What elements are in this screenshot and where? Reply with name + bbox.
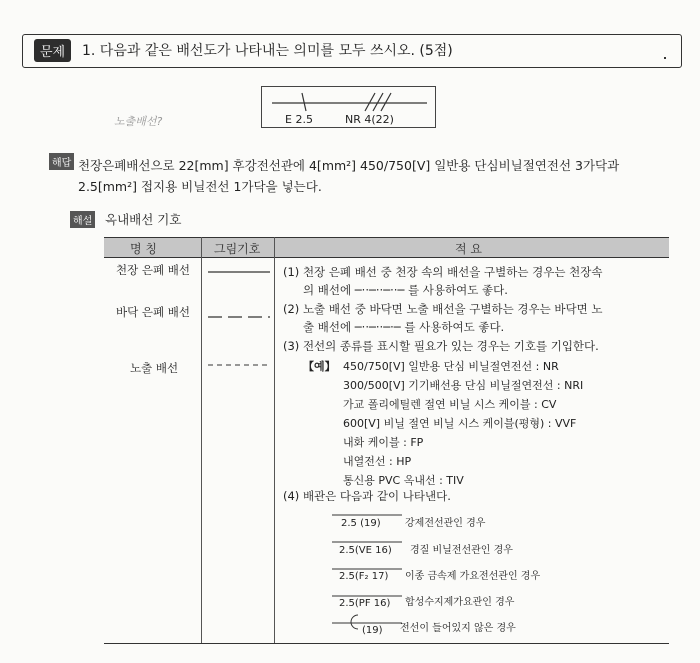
header-name: 명 칭 <box>130 242 157 256</box>
table-top-line <box>104 237 669 238</box>
pipe-code-4: 2.5(PF 16) <box>339 598 391 609</box>
handwritten-note: 노출배선? <box>114 115 163 128</box>
summary-item-1b: 의 배선에 ─··─··─··─ 를 사용하여도 좋다. <box>303 283 508 297</box>
example-2: 300/500[V] 기기배선용 단심 비닐절연전선 : NRI <box>343 379 584 392</box>
answer-badge: 해답 <box>49 153 74 170</box>
symbol-lines <box>206 262 272 372</box>
header-symbol: 그림기호 <box>214 242 261 256</box>
summary-item-1a: (1) 천장 은폐 배선 중 천장 속의 배선을 구별하는 경우는 천장속 <box>283 265 603 279</box>
name-floor-concealed: 바닥 은폐 배선 <box>116 305 190 319</box>
symbol-label-right: NR 4(22) <box>345 113 394 126</box>
pipe-code-1: 2.5 (19) <box>341 518 381 529</box>
header-summary: 적 요 <box>455 242 482 256</box>
pipe-code-2: 2.5(VE 16) <box>339 545 392 556</box>
example-6: 내열전선 : HP <box>343 455 412 468</box>
pipe-desc-5: 전선이 들어있지 않은 경우 <box>400 623 516 634</box>
summary-item-3: (3) 전선의 종류를 표시할 필요가 있는 경우는 기호를 기입한다. <box>283 339 599 353</box>
example-1: 450/750[V] 일반용 단심 비닐절연전선 : NR <box>343 360 559 373</box>
col-divider-2 <box>274 237 275 643</box>
explanation-badge: 해설 <box>70 211 95 228</box>
symbol-label-left: E 2.5 <box>285 113 313 126</box>
answer-text: 천장은폐배선으로 22[mm] 후강전선관에 4[mm²] 450/750[V] 일반용 단심비닐절연전선 3가닥과 2.5[mm²] 접지용 비닐전선 1가닥을 넣는다. <box>78 158 620 194</box>
summary-item-4: (4) 배관은 다음과 같이 나타낸다. <box>283 489 451 503</box>
pipe-desc-4: 합성수지제가요관인 경우 <box>405 597 515 608</box>
table-header-bg <box>104 237 669 257</box>
example-4: 600[V] 비닐 절연 비닐 시스 케이블(평형) : VVF <box>343 417 577 430</box>
explanation-title: 옥내배선 기호 <box>105 212 182 227</box>
summary-item-2b: 출 배선에 ─··─··─·─ 를 사용하여도 좋다. <box>303 320 505 334</box>
example-7: 통신용 PVC 옥내선 : TIV <box>343 474 464 487</box>
pipe-desc-3: 이종 금속제 가요전선관인 경우 <box>405 571 541 582</box>
name-ceiling-concealed: 천장 은폐 배선 <box>116 263 190 277</box>
example-5: 내화 케이블 : FP <box>343 436 424 449</box>
example-3: 가교 폴리에틸렌 절연 비닐 시스 케이블 : CV <box>343 398 557 411</box>
col-divider-1 <box>201 237 202 643</box>
pipe-desc-1: 강제전선관인 경우 <box>405 518 486 529</box>
name-exposed: 노출 배선 <box>130 361 179 375</box>
pipe-desc-2: 경질 비닐전선관인 경우 <box>410 545 513 556</box>
table-header-line <box>104 257 669 258</box>
example-prefix: 【예】 <box>303 360 336 373</box>
question-text: 1. 다음과 같은 배선도가 나타내는 의미를 모두 쓰시오. (5점) <box>82 43 453 59</box>
table-bottom-line <box>104 643 669 644</box>
pipe-code-3: 2.5(F₂ 17) <box>339 571 389 582</box>
dot <box>664 57 666 59</box>
pipe-code-5: (19) <box>362 625 383 636</box>
summary-item-2a: (2) 노출 배선 중 바닥면 노출 배선을 구별하는 경우는 바닥면 노 <box>283 302 603 316</box>
question-badge: 문제 <box>34 39 71 62</box>
